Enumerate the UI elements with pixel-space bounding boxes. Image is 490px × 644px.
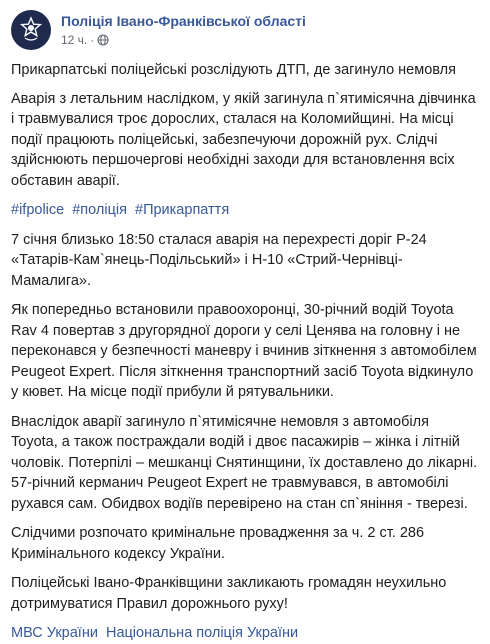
post-paragraph-2: 7 січня близько 18:50 сталася аварія на перехресті доріг Р-24 «Татарів-Кам`янець-Подільський» і Н-10 «Стрий-Чернівці-Мамалига». (11, 231, 427, 289)
tag-link-national-police[interactable]: Національна поліція України (105, 625, 299, 641)
tagged-pages (11, 623, 478, 644)
hashtag-police[interactable]: #поліція (72, 202, 127, 218)
post-paragraph-5: Слідчими розпочато кримінальне провадження за ч. 2 ст. 286 Кримінального кодексу України. (11, 525, 425, 562)
page-name-link[interactable]: Поліція Івано-Франківської області (61, 13, 306, 29)
post-paragraph-6: Поліцейські Івано-Франківщини закликають громадян неухильно дотримуватися Правил дорожнього руху! (11, 575, 447, 612)
post-timestamp[interactable]: 12 ч. (61, 33, 88, 47)
hashtag-list (11, 200, 478, 221)
post-header (11, 9, 478, 51)
post-meta (61, 32, 306, 48)
post-header-text (61, 12, 306, 48)
post-headline: Прикарпатські поліцейські розслідують ДТП, де загинуло немовля (11, 62, 456, 78)
tag-link-mvs[interactable]: МВС України (11, 625, 98, 641)
hashtag-ifpolice[interactable]: #ifpolice (11, 202, 65, 218)
post-paragraph-1: Аварія з летальним наслідком, у якій загинула п`ятимісячна дівчинка і травмувалися троє дорослих, сталася на Коломийщині. На місці події працюють поліцейські, забезпечуючи дорожній рух. Слідчі здійснюють першочергові необхідні заходи для встановлення всіх обставин аварії. (11, 90, 476, 189)
globe-icon[interactable] (97, 34, 109, 46)
page-avatar[interactable] (11, 10, 51, 50)
post-paragraph-4: Внаслідок аварії загинуло п`ятимісячне немовля з автомобіля Toyota, а також постраждали водій і двоє пасажирів – жінка і літній чоловік. Потерпілі – мешканці Снятинщини, їх доставлено до лікарні. 57-річний керманич Peugeot Expert не травмувався, в автомобілі рухався сам. Обидвох водіїв перевірено на стан сп`яніння - тверезі. (11, 413, 478, 512)
police-star-badge-icon (17, 16, 45, 44)
post-content (11, 60, 478, 644)
meta-separator: · (90, 33, 95, 47)
hashtag-prykarpattia[interactable]: #Прикарпаття (135, 202, 230, 218)
post-paragraph-3: Як попередньо встановили правоохоронці, 30-річний водій Toyota Rav 4 повертав з другорядної дороги у селі Ценява на головну і не переконався у безпечності маневру і вчинив зіткнення з автомобілем Peugeot Expert. Після зіткнення транспортний засіб Toyota відкинуло у кювет. На місце події прибули й рятувальники. (11, 302, 477, 400)
